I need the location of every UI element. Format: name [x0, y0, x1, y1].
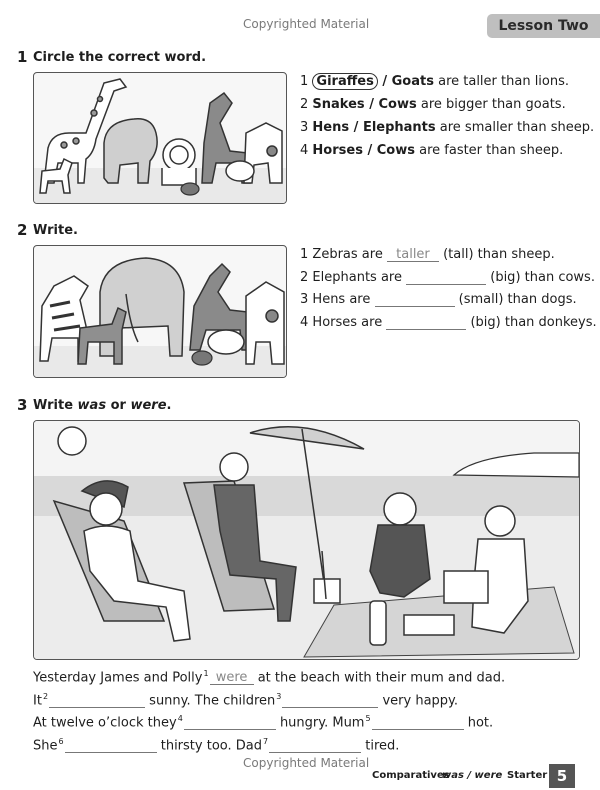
page-number: 5 — [549, 764, 575, 788]
story-line-1: Yesterday James and Polly$^1$ were at the beach with their mum and dad. — [33, 669, 506, 686]
sheep-drawing — [208, 330, 244, 354]
answer-blank[interactable] — [65, 738, 157, 753]
sun-drawing — [58, 427, 86, 455]
footer-level: Starter — [507, 770, 548, 781]
animals-illustration-1 — [33, 72, 287, 204]
bottle-drawing — [370, 601, 386, 645]
ex1-item-1: 1 Giraffes / Goats are taller than lions. — [300, 74, 570, 89]
answer-blank[interactable] — [406, 270, 486, 285]
exercise-3-number: 3 — [17, 396, 28, 414]
footer-words: was / were — [442, 770, 503, 781]
lesson-tab: Lesson Two — [487, 14, 600, 38]
answer-blank[interactable] — [282, 693, 378, 708]
answer-blank[interactable] — [372, 715, 464, 730]
story-line-4: She$^6$ thirsty too. Dad$^7$ tired. — [33, 737, 400, 754]
ex2-item-3: 3 Hens are (small) than dogs. — [300, 292, 577, 307]
exercise-2-number: 2 — [17, 221, 28, 239]
animals-illustration-2 — [33, 245, 287, 378]
hen-drawing — [181, 183, 199, 195]
sheep-drawing — [226, 161, 254, 181]
answer-blank[interactable] — [184, 715, 276, 730]
answer-blank[interactable] — [386, 315, 466, 330]
footer-topic: Comparatives — [372, 770, 450, 781]
ex1-item-4: 4 Horses / Cows are faster than sheep. — [300, 143, 564, 158]
ex1-item-3: 3 Hens / Elephants are smaller than sheep. — [300, 120, 595, 135]
exercise-1-title: Circle the correct word. — [33, 50, 207, 65]
exercise-3-title: Write was or were. — [33, 398, 172, 413]
story-line-2: It$^2$ sunny. The children$^3$ very happy. — [33, 692, 459, 709]
answer-blank[interactable] — [49, 693, 145, 708]
food-box — [404, 615, 454, 635]
picnic-basket — [444, 571, 488, 603]
beach-illustration — [33, 420, 580, 660]
lion-drawing — [162, 139, 196, 185]
story-line-3: At twelve o’clock they$^4$ hungry. Mum$^5$ hot. — [33, 714, 494, 731]
ex2-item-2: 2 Elephants are (big) than cows. — [300, 270, 595, 285]
copyright-header: Copyrighted Material — [243, 17, 370, 31]
answer-blank[interactable] — [269, 738, 361, 753]
answer-blank[interactable]: were — [210, 670, 254, 685]
ex1-item-2: 2 Snakes / Cows are bigger than goats. — [300, 97, 566, 112]
exercise-2-title: Write. — [33, 223, 78, 238]
exercise-1-number: 1 — [17, 48, 28, 66]
copyright-footer: Copyrighted Material — [243, 756, 370, 770]
answer-blank[interactable]: taller — [387, 247, 439, 262]
ex2-item-4: 4 Horses are (big) than donkeys. — [300, 315, 597, 330]
hen-drawing — [192, 351, 212, 365]
circled-answer: Giraffes — [312, 73, 377, 90]
ex2-item-1: 1 Zebras are taller (tall) than sheep. — [300, 247, 555, 262]
answer-blank[interactable] — [375, 292, 455, 307]
